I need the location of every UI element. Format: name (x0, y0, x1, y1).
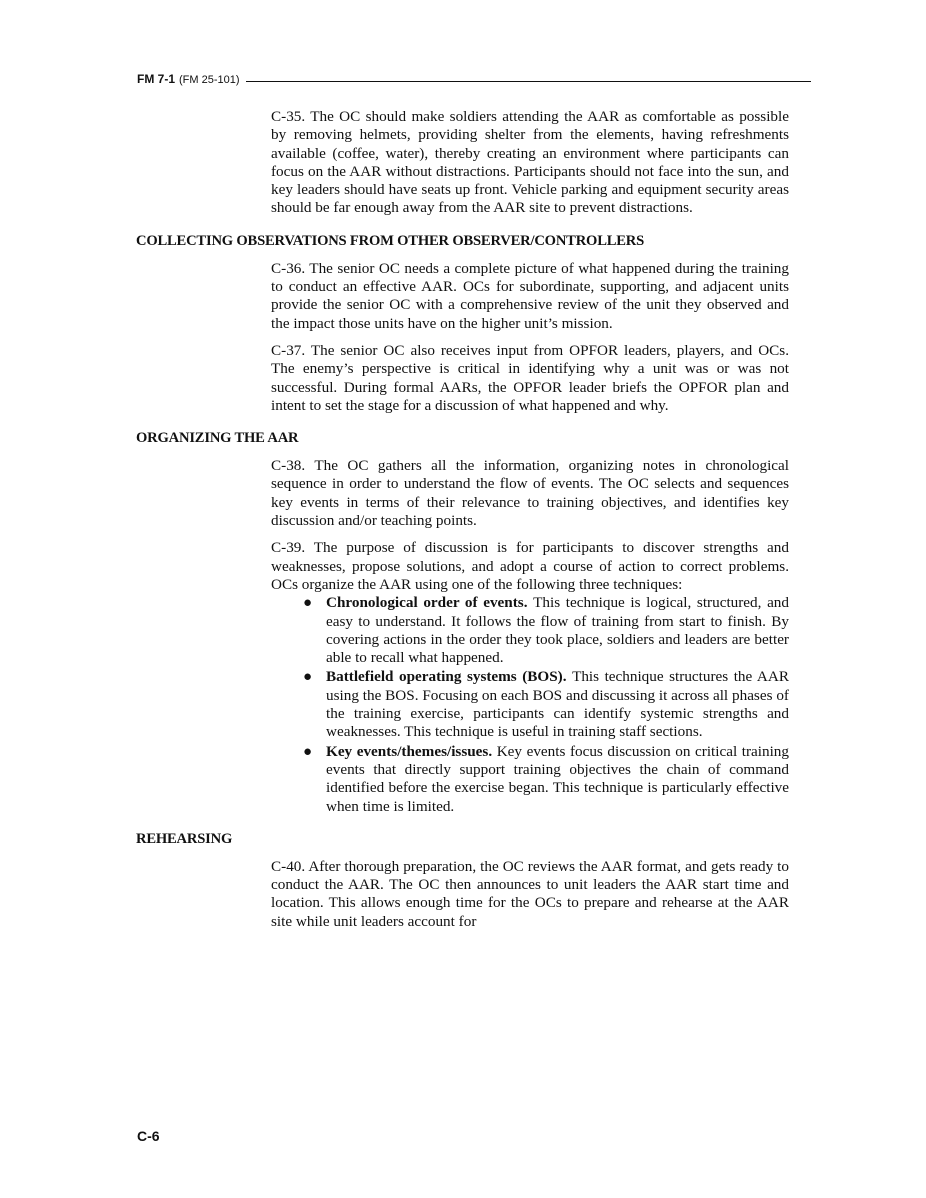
heading-organizing-aar: ORGANIZING THE AAR (136, 430, 299, 447)
paragraph-c-40: C-40. After thorough preparation, the OC reviews the AAR format, and gets ready to conduct the AAR. The OC then announces to unit leaders the AAR start time and location. This allows enough time for the OCs to prepare and rehearse at the AAR site while unit leaders account for (271, 857, 789, 930)
list-item-text: This technique is logical, structured, and easy to understand. It follows the flow of training from start to finish. By covering actions in the order they took place, soldiers and leaders are better able to recall what happened. (326, 594, 789, 667)
list-item-text: Key events focus discussion on critical training events that directly support training objectives the chain of command identified before the exercise began. This technique is particularly effective when time is limited. (326, 742, 789, 815)
paragraph-c-35: C-35. The OC should make soldiers attending the AAR as comfortable as possible by removing helmets, providing shelter from the elements, having refreshments available (coffee, water), thereby creating an environment where participants can focus on the AAR without distractions. Participants should not face into the sun, and key leaders should have seats up front. Vehicle parking and equipment security areas should be far enough away from the AAR site to prevent distractions. (271, 108, 789, 217)
list-item (271, 594, 789, 667)
header-rule (246, 81, 811, 82)
heading-collecting-observations: COLLECTING OBSERVATIONS FROM OTHER OBSERVER/CONTROLLERS (136, 232, 645, 249)
list-item (271, 743, 789, 816)
techniques-list (271, 594, 789, 816)
page-number: C-6 (137, 1128, 160, 1144)
list-item (271, 668, 789, 741)
list-item-text: This technique structures the AAR using the BOS. Focusing on each BOS and discussing it across all phases of the training exercise, participants can identify systemic strengths and weaknesses. This technique is useful in training staff sections. (326, 668, 789, 741)
heading-rehearsing: REHEARSING (136, 830, 233, 847)
page-body (136, 108, 811, 931)
list-item-term: Battlefield operating systems (BOS). (326, 668, 573, 686)
bullet-icon: ● (303, 743, 313, 760)
list-item-term: Chronological order of events. (326, 594, 534, 612)
paragraph-c-39: C-39. The purpose of discussion is for participants to discover strengths and weaknesses, propose solutions, and adopt a course of action to correct problems. OCs organize the AAR using one of the following three techniques: (271, 539, 789, 593)
list-item-term: Key events/themes/issues. (326, 742, 497, 760)
paragraph-c-36: C-36. The senior OC needs a complete picture of what happened during the training to conduct an effective AAR. OCs for subordinate, supporting, and adjacent units provide the senior OC with a comprehensive review of the unit they observed and the impact those units have on the higher unit’s mission. (271, 259, 789, 332)
document-id: FM 7-1 (137, 72, 176, 86)
paragraph-c-37: C-37. The senior OC also receives input from OPFOR leaders, players, and OCs. The enemy’s perspective is critical in identifying why a unit was or was not successful. During formal AARs, the OPFOR leader briefs the OPFOR plan and intent to set the stage for a discussion of what happened and why. (271, 341, 789, 414)
running-header (137, 72, 811, 86)
bullet-icon: ● (303, 595, 313, 612)
paragraph-c-38: C-38. The OC gathers all the information, organizing notes in chronological sequence in order to understand the flow of events. The OC selects and sequences key events in terms of their relevance to training objectives, and identifies key discussion and/or teaching points. (271, 457, 789, 530)
bullet-icon: ● (303, 669, 313, 686)
superseded-document-id: (FM 25-101) (179, 74, 240, 86)
